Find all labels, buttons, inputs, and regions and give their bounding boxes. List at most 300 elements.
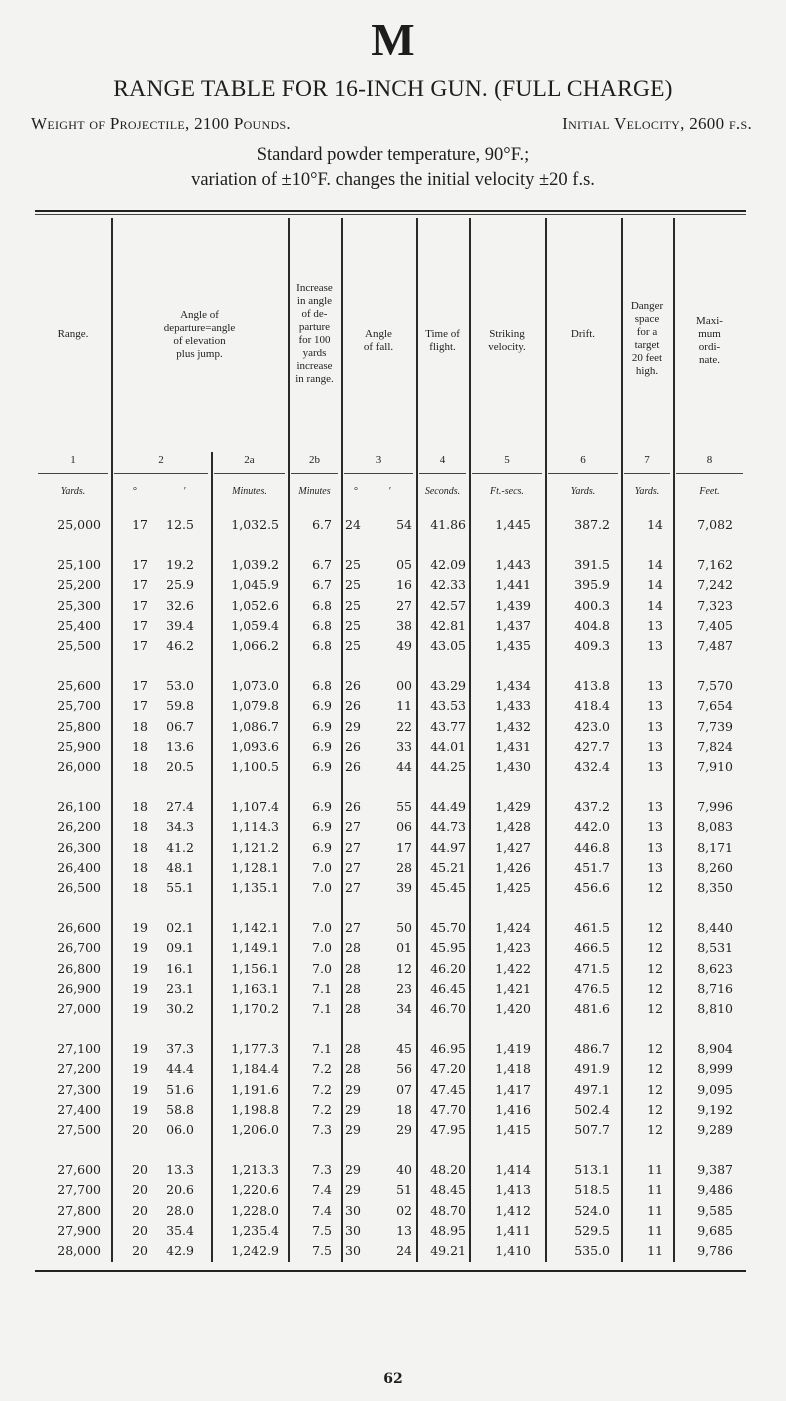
table-cell: 17 xyxy=(132,557,148,573)
table-cell: 7,162 xyxy=(697,557,733,573)
table-cell: 48.70 xyxy=(430,1202,466,1218)
table-cell: 13 xyxy=(647,638,663,653)
table-cell: 1,163.1 xyxy=(231,980,279,996)
table-cell: 25,200 xyxy=(57,577,101,593)
table-cell: 1,425 xyxy=(495,880,531,895)
table-cell: 12 xyxy=(647,920,663,936)
table-cell: 27 xyxy=(345,839,361,855)
table-cell: 27,800 xyxy=(57,1202,101,1218)
table-cell: 29 xyxy=(396,1122,412,1137)
table-cell: 1,432 xyxy=(495,718,531,734)
table-cell: 6.9 xyxy=(312,819,332,835)
table-cell: 12 xyxy=(647,1061,663,1077)
table-cell: 51 xyxy=(396,1182,412,1198)
unit-label: Feet. xyxy=(699,486,720,497)
table-cell: 1,410 xyxy=(495,1243,531,1258)
table-cell: 45 xyxy=(396,1041,412,1057)
table-cell: 6.8 xyxy=(312,678,332,694)
table-cell: 1,423 xyxy=(495,940,531,956)
table-cell: 28,000 xyxy=(57,1243,101,1258)
table-cell: 11 xyxy=(647,1222,663,1238)
unit-label: Ft.-secs. xyxy=(490,486,524,497)
table-cell: 28 xyxy=(345,1041,361,1057)
table-cell: 1,424 xyxy=(495,920,531,936)
table-cell: 12.5 xyxy=(166,517,194,532)
table-cell: 26,400 xyxy=(57,859,101,875)
table-cell: 19 xyxy=(132,1101,148,1117)
table-cell: 25,900 xyxy=(57,738,101,754)
table-cell: 418.4 xyxy=(574,698,610,714)
table-cell: 28 xyxy=(345,1001,361,1016)
table-cell: 1,114.3 xyxy=(231,819,279,835)
table-cell: 1,073.0 xyxy=(231,678,279,694)
column-number-rule xyxy=(419,473,466,474)
table-cell: 481.6 xyxy=(574,1001,610,1016)
header-striking-velocity xyxy=(469,328,545,354)
table-cell: 46.45 xyxy=(430,980,466,996)
table-cell: 395.9 xyxy=(574,577,610,593)
table-cell: 9,786 xyxy=(697,1243,733,1258)
table-cell: 1,428 xyxy=(495,819,531,835)
table-cell: 1,213.3 xyxy=(231,1162,279,1178)
header-line: high. xyxy=(635,365,659,377)
table-cell: 404.8 xyxy=(574,617,610,633)
table-cell: 26 xyxy=(345,678,361,694)
header-line: departure=angle xyxy=(163,322,236,334)
column-number: 2 xyxy=(158,454,164,466)
column-number-rule xyxy=(548,473,618,474)
table-cell: 27,500 xyxy=(57,1122,101,1137)
table-cell: 17 xyxy=(132,577,148,593)
table-cell: 27,200 xyxy=(57,1061,101,1077)
table-cell: 13 xyxy=(647,738,663,754)
table-cell: 11 xyxy=(647,1202,663,1218)
table-cell: 1,434 xyxy=(495,678,531,694)
header-danger-space xyxy=(621,300,673,378)
table-cell: 1,184.4 xyxy=(231,1061,279,1077)
unit-label: ° xyxy=(133,486,137,497)
table-cell: 32.6 xyxy=(166,597,194,613)
table-cell: 26 xyxy=(345,759,361,774)
table-cell: 471.5 xyxy=(574,960,610,976)
table-cell: 8,083 xyxy=(697,819,733,835)
header-line: of elevation xyxy=(173,335,226,347)
header-line: Striking xyxy=(489,328,525,340)
table-cell: 1,415 xyxy=(495,1122,531,1137)
table-cell: 42.33 xyxy=(430,577,466,593)
table-cell: 44.01 xyxy=(430,738,466,754)
table-cell: 8,623 xyxy=(697,960,733,976)
table-cell: 1,435 xyxy=(495,638,531,653)
table-cell: 19 xyxy=(132,920,148,936)
table-cell: 46.70 xyxy=(430,1001,466,1016)
header-line: space xyxy=(634,313,660,325)
table-cell: 27,700 xyxy=(57,1182,101,1198)
table-cell: 14 xyxy=(647,597,663,613)
table-cell: 16.1 xyxy=(166,960,194,976)
table-cell: 446.8 xyxy=(574,839,610,855)
table-cell: 27 xyxy=(345,920,361,936)
table-cell: 9,192 xyxy=(697,1101,733,1117)
table-cell: 7,824 xyxy=(697,738,733,754)
table-cell: 442.0 xyxy=(574,819,610,835)
table-cell: 27 xyxy=(345,880,361,895)
table-cell: 59.8 xyxy=(166,698,194,714)
table-cell: 28.0 xyxy=(166,1202,194,1218)
table-cell: 26,000 xyxy=(57,759,101,774)
table-cell: 1,093.6 xyxy=(231,738,279,754)
table-cell: 7.2 xyxy=(312,1101,332,1117)
table-cell: 45.45 xyxy=(430,880,466,895)
table-cell: 29 xyxy=(345,1122,361,1137)
table-cell: 12 xyxy=(647,880,663,895)
table-cell: 507.7 xyxy=(574,1122,610,1137)
table-cell: 1,170.2 xyxy=(231,1001,279,1016)
table-cell: 24 xyxy=(396,1243,412,1258)
page-number: 62 xyxy=(383,1371,403,1387)
table-cell: 1,228.0 xyxy=(231,1202,279,1218)
table-cell: 25,000 xyxy=(57,517,101,532)
table-cell: 524.0 xyxy=(574,1202,610,1218)
table-cell: 1,417 xyxy=(495,1081,531,1097)
table-cell: 1,430 xyxy=(495,759,531,774)
table-cell: 40 xyxy=(396,1162,412,1178)
column-number: 3 xyxy=(375,454,382,466)
table-cell: 49 xyxy=(396,638,412,653)
column-number: 2a xyxy=(244,454,255,466)
table-cell: 7.3 xyxy=(312,1162,332,1178)
header-line: yards xyxy=(302,347,327,359)
table-cell: 00 xyxy=(396,678,412,694)
table-cell: 409.3 xyxy=(574,638,610,653)
header-line: Time of xyxy=(425,328,460,340)
table-cell: 12 xyxy=(647,1101,663,1117)
header-line: Maxi- xyxy=(696,315,723,327)
table-cell: 55 xyxy=(396,799,412,815)
header-line: parture xyxy=(298,321,331,333)
table-cell: 9,585 xyxy=(697,1202,733,1218)
table-cell: 387.2 xyxy=(574,517,610,532)
table-cell: 456.6 xyxy=(574,880,610,895)
table-cell: 391.5 xyxy=(574,557,610,573)
unit-label: ′ xyxy=(183,486,187,497)
table-cell: 1,191.6 xyxy=(231,1081,279,1097)
table-cell: 27 xyxy=(396,597,412,613)
table-cell: 461.5 xyxy=(574,920,610,936)
table-cell: 7.0 xyxy=(312,940,332,956)
table-cell: 39 xyxy=(396,880,412,895)
header-line: plus jump. xyxy=(176,348,223,360)
table-cell: 45.95 xyxy=(430,940,466,956)
table-cell: 26,500 xyxy=(57,880,101,895)
table-cell: 529.5 xyxy=(574,1222,610,1238)
table-cell: 12 xyxy=(647,1041,663,1057)
table-cell: 11 xyxy=(647,1162,663,1178)
table-cell: 7,570 xyxy=(697,678,733,694)
table-cell: 413.8 xyxy=(574,678,610,694)
table-cell: 7,996 xyxy=(697,799,733,815)
table-cell: 8,260 xyxy=(697,859,733,875)
table-cell: 27,300 xyxy=(57,1081,101,1097)
table-cell: 1,135.1 xyxy=(231,880,279,895)
table-cell: 17 xyxy=(132,638,148,653)
table-cell: 19.2 xyxy=(166,557,194,573)
table-cell: 29 xyxy=(345,718,361,734)
unit-label: ′ xyxy=(388,486,392,497)
header-line: in range. xyxy=(295,373,334,385)
table-cell: 451.7 xyxy=(574,859,610,875)
table-cell: 1,416 xyxy=(495,1101,531,1117)
unit-label: ° xyxy=(354,486,358,497)
table-cell: 25,500 xyxy=(57,638,101,653)
table-cell: 1,418 xyxy=(495,1061,531,1077)
table-cell: 43.29 xyxy=(430,678,466,694)
table-cell: 8,350 xyxy=(697,880,733,895)
table-cell: 17 xyxy=(132,517,148,532)
table-cell: 491.9 xyxy=(574,1061,610,1077)
table-cell: 27,000 xyxy=(57,1001,101,1016)
column-number: 5 xyxy=(504,454,510,466)
table-cell: 26,600 xyxy=(57,920,101,936)
table-cell: 06.7 xyxy=(166,718,194,734)
table-cell: 28 xyxy=(345,980,361,996)
table-cell: 26 xyxy=(345,738,361,754)
header-line: target xyxy=(634,339,660,351)
table-cell: 50 xyxy=(396,920,412,936)
table-cell: 1,420 xyxy=(495,1001,531,1016)
table-cell: 11 xyxy=(396,698,412,714)
table-cell: 46.2 xyxy=(166,638,194,653)
table-cell: 7.0 xyxy=(312,880,332,895)
table-cell: 7.4 xyxy=(312,1182,332,1198)
column-divider xyxy=(211,452,213,1262)
table-cell: 47.95 xyxy=(430,1122,466,1137)
header-angle-fall xyxy=(341,328,416,354)
table-cell: 1,177.3 xyxy=(231,1041,279,1057)
column-number-rule xyxy=(291,473,338,474)
table-cell: 43.53 xyxy=(430,698,466,714)
table-cell: 13 xyxy=(647,718,663,734)
table-cell: 11 xyxy=(647,1182,663,1198)
table-cell: 13 xyxy=(647,617,663,633)
table-cell: 513.1 xyxy=(574,1162,610,1178)
table-cell: 23 xyxy=(396,980,412,996)
table-cell: 7.2 xyxy=(312,1061,332,1077)
table-cell: 8,810 xyxy=(697,1001,733,1016)
page-title: RANGE TABLE FOR 16-INCH GUN. (FULL CHARGE) xyxy=(113,76,673,102)
table-cell: 7.0 xyxy=(312,920,332,936)
table-cell: 24 xyxy=(345,517,361,532)
column-number: 8 xyxy=(706,454,713,466)
header-line: increase xyxy=(296,360,333,372)
table-cell: 25 xyxy=(345,597,361,613)
table-cell: 486.7 xyxy=(574,1041,610,1057)
table-cell: 1,198.8 xyxy=(231,1101,279,1117)
table-cell: 8,904 xyxy=(697,1041,733,1057)
table-cell: 7,910 xyxy=(697,759,733,774)
table-cell: 38 xyxy=(396,617,412,633)
table-cell: 47.45 xyxy=(430,1081,466,1097)
table-cell: 7.3 xyxy=(312,1122,332,1137)
table-cell: 7.5 xyxy=(312,1243,332,1258)
table-cell: 1,079.8 xyxy=(231,698,279,714)
table-cell: 30 xyxy=(345,1222,361,1238)
table-cell: 7.0 xyxy=(312,960,332,976)
table-bottom-rule xyxy=(35,1270,746,1272)
table-cell: 1,443 xyxy=(495,557,531,573)
table-cell: 29 xyxy=(345,1101,361,1117)
table-cell: 1,411 xyxy=(495,1222,531,1238)
table-cell: 53.0 xyxy=(166,678,194,694)
unit-label: Yards. xyxy=(60,486,86,497)
table-cell: 27,600 xyxy=(57,1162,101,1178)
column-number-rule xyxy=(214,473,285,474)
table-top-rule-thin xyxy=(35,214,746,215)
unit-label: Minutes. xyxy=(232,486,267,497)
table-cell: 437.2 xyxy=(574,799,610,815)
table-cell: 6.8 xyxy=(312,638,332,653)
table-cell: 20 xyxy=(132,1202,148,1218)
table-cell: 1,426 xyxy=(495,859,531,875)
header-line: mum xyxy=(698,328,721,340)
table-cell: 02 xyxy=(396,1202,412,1218)
table-cell: 8,440 xyxy=(697,920,733,936)
table-cell: 44.97 xyxy=(430,839,466,855)
table-cell: 25 xyxy=(345,557,361,573)
table-cell: 13 xyxy=(647,759,663,774)
table-cell: 25,400 xyxy=(57,617,101,633)
header-range: Range. xyxy=(57,328,89,340)
table-cell: 1,421 xyxy=(495,980,531,996)
table-cell: 1,439 xyxy=(495,597,531,613)
table-cell: 35.4 xyxy=(166,1222,194,1238)
table-cell: 6.7 xyxy=(312,577,332,593)
unit-label: Yards. xyxy=(570,486,596,497)
table-cell: 25,100 xyxy=(57,557,101,573)
table-cell: 26,700 xyxy=(57,940,101,956)
table-cell: 13 xyxy=(647,859,663,875)
table-cell: 30.2 xyxy=(166,1001,194,1016)
table-cell: 11 xyxy=(647,1243,663,1258)
table-cell: 7.0 xyxy=(312,859,332,875)
table-cell: 18 xyxy=(132,718,148,734)
table-cell: 9,095 xyxy=(697,1081,733,1097)
table-cell: 6.9 xyxy=(312,839,332,855)
table-cell: 8,716 xyxy=(697,980,733,996)
table-cell: 1,052.6 xyxy=(231,597,279,613)
table-cell: 18 xyxy=(132,859,148,875)
table-cell: 1,059.4 xyxy=(231,617,279,633)
table-cell: 17 xyxy=(132,698,148,714)
table-cell: 22 xyxy=(396,718,412,734)
table-cell: 25,600 xyxy=(57,678,101,694)
table-cell: 13.6 xyxy=(166,738,194,754)
table-cell: 51.6 xyxy=(166,1081,194,1097)
table-cell: 7,405 xyxy=(697,617,733,633)
table-cell: 37.3 xyxy=(166,1041,194,1057)
table-cell: 20.5 xyxy=(166,759,194,774)
table-cell: 1,235.4 xyxy=(231,1222,279,1238)
column-number-rule xyxy=(114,473,208,474)
projectile-weight: Weight of Projectile, 2100 Pounds. xyxy=(31,114,291,133)
table-cell: 44.25 xyxy=(430,759,466,774)
column-number-rule xyxy=(472,473,542,474)
table-cell: 502.4 xyxy=(574,1101,610,1117)
table-cell: 14 xyxy=(647,557,663,573)
table-cell: 535.0 xyxy=(574,1243,610,1258)
table-cell: 6.7 xyxy=(312,517,332,532)
column-number-rule xyxy=(344,473,413,474)
table-cell: 12 xyxy=(647,1122,663,1137)
table-cell: 23.1 xyxy=(166,980,194,996)
table-cell: 17 xyxy=(132,597,148,613)
table-cell: 18 xyxy=(132,819,148,835)
header-line: of fall. xyxy=(363,341,394,353)
table-cell: 41.2 xyxy=(166,839,194,855)
table-cell: 29 xyxy=(345,1081,361,1097)
table-cell: 13 xyxy=(647,678,663,694)
table-cell: 13 xyxy=(396,1222,412,1238)
table-cell: 18 xyxy=(132,738,148,754)
table-cell: 1,156.1 xyxy=(231,960,279,976)
table-cell: 427.7 xyxy=(574,738,610,754)
table-cell: 1,107.4 xyxy=(231,799,279,815)
table-cell: 25,800 xyxy=(57,718,101,734)
table-cell: 28 xyxy=(345,940,361,956)
table-cell: 7.1 xyxy=(312,1001,332,1016)
table-cell: 12 xyxy=(396,960,412,976)
table-cell: 07 xyxy=(396,1081,412,1097)
header-increase-angle xyxy=(288,282,341,386)
table-cell: 432.4 xyxy=(574,759,610,774)
column-divider xyxy=(111,218,113,1262)
table-cell: 54 xyxy=(396,517,412,532)
table-cell: 45.21 xyxy=(430,859,466,875)
table-cell: 01 xyxy=(396,940,412,956)
velocity-variation-note: variation of ±10°F. changes the initial velocity ±20 f.s. xyxy=(191,170,595,190)
header-angle-departure xyxy=(111,309,288,361)
table-cell: 19 xyxy=(132,940,148,956)
table-cell: 6.9 xyxy=(312,759,332,774)
table-cell: 20 xyxy=(132,1122,148,1137)
table-cell: 6.8 xyxy=(312,617,332,633)
table-cell: 9,387 xyxy=(697,1162,733,1178)
table-cell: 55.1 xyxy=(166,880,194,895)
table-cell: 44 xyxy=(396,759,412,774)
table-cell: 20.6 xyxy=(166,1182,194,1198)
table-cell: 42.81 xyxy=(430,617,466,633)
table-cell: 7,082 xyxy=(697,517,733,532)
table-cell: 6.7 xyxy=(312,557,332,573)
table-cell: 47.20 xyxy=(430,1061,466,1077)
table-cell: 7,654 xyxy=(697,698,733,714)
table-cell: 8,999 xyxy=(697,1061,733,1077)
table-cell: 400.3 xyxy=(574,597,610,613)
table-cell: 26,800 xyxy=(57,960,101,976)
table-cell: 26,100 xyxy=(57,799,101,815)
table-cell: 46.95 xyxy=(430,1041,466,1057)
table-cell: 02.1 xyxy=(166,920,194,936)
table-cell: 6.9 xyxy=(312,698,332,714)
header-time-flight xyxy=(416,328,469,354)
table-cell: 44.4 xyxy=(166,1061,194,1077)
column-number: 1 xyxy=(70,454,76,466)
table-cell: 56 xyxy=(396,1061,412,1077)
table-cell: 1,149.1 xyxy=(231,940,279,956)
header-line: in angle xyxy=(296,295,333,307)
header-line: for a xyxy=(636,326,658,338)
temperature-note: Standard powder temperature, 90°F.; xyxy=(256,145,530,165)
